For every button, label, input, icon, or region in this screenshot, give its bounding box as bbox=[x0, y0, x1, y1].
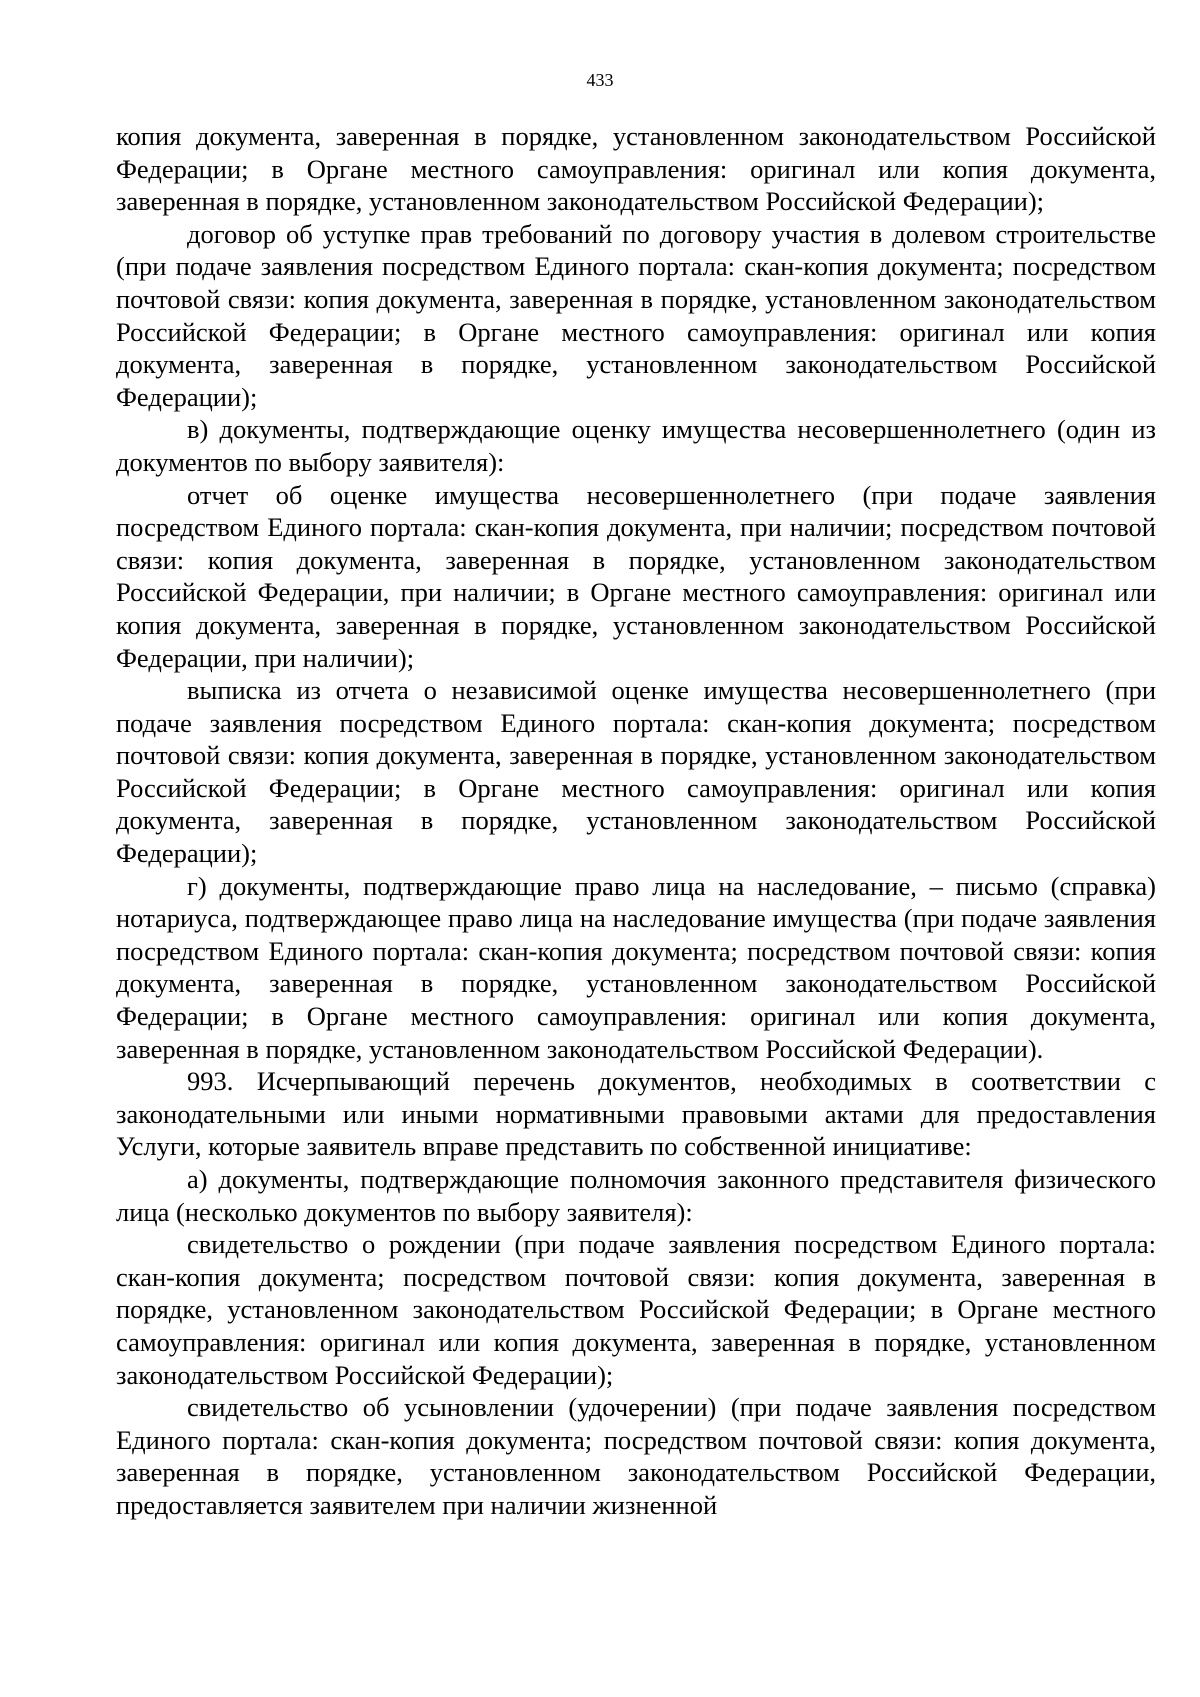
paragraph-2: договор об уступке прав требований по договору участия в долевом строительстве (при подаче заявления посредством Единого портала: скан-копия документа; посредством почтовой связи: копия документа, заверенная в порядке, установленном законодательством Российской Федерации; в Органе местного самоуправления: оригинал или копия документа, заверенная в порядке, установленном законодательством Российской Федерации); bbox=[116, 218, 1156, 412]
page-number: 433 bbox=[586, 70, 614, 90]
paragraph-5: выписка из отчета о независимой оценке имущества несовершеннолетнего (при подаче заявления посредством Единого портала: скан-копия документа; посредством почтовой связи: копия документа, заверенная в порядке, установленном законодательством Российской Федерации; в Органе местного самоуправления: оригинал или копия документа, заверенная в порядке, установленном законодательством Российской Федерации); bbox=[116, 675, 1156, 869]
paragraph-9: свидетельство о рождении (при подаче заявления посредством Единого портала: скан-копия документа; посредством почтовой связи: копия документа, заверенная в порядке, установленном законодательством Российской Федерации; в Органе местного самоуправления: оригинал или копия документа, заверенная в порядке, установленном законодательством Российской Федерации); bbox=[116, 1229, 1156, 1390]
document-body bbox=[116, 120, 1156, 1522]
paragraph-8: а) документы, подтверждающие полномочия законного представителя физического лица (несколько документов по выбору заявителя): bbox=[116, 1164, 1156, 1227]
paragraph-6: г) документы, подтверждающие право лица на наследование, – письмо (справка) нотариуса, подтверждающее право лица на наследование имущества (при подаче заявления посредством Единого портала: скан-копия документа; посредством почтовой связи: копия документа, заверенная в порядке, установленном законодательством Российской Федерации; в Органе местного самоуправления: оригинал или копия документа, заверенная в порядке, установленном законодательством Российской Федерации). bbox=[116, 870, 1156, 1064]
paragraph-4: отчет об оценке имущества несовершеннолетнего (при подаче заявления посредством Единого портала: скан-копия документа, при наличии; посредством почтовой связи: копия документа, заверенная в порядке, установленном законодательством Российской Федерации, при наличии; в Органе местного самоуправления: оригинал или копия документа, заверенная в порядке, установленном законодательством Российской Федерации, при наличии); bbox=[116, 479, 1156, 673]
paragraph-1: копия документа, заверенная в порядке, установленном законодательством Российской Федерации; в Органе местного самоуправления: оригинал или копия документа, заверенная в порядке, установленном законодательством Российской Федерации); bbox=[116, 121, 1156, 217]
paragraph-10: свидетельство об усыновлении (удочерении) (при подаче заявления посредством Единого портала: скан-копия документа; посредством почтовой связи: копия документа, заверенная в порядке, установленном законодательством Российской Федерации, предоставляется заявителем при наличии жизненной bbox=[116, 1392, 1156, 1520]
paragraph-3: в) документы, подтверждающие оценку имущества несовершеннолетнего (один из документов по выбору заявителя): bbox=[116, 414, 1156, 477]
paragraph-7: 993. Исчерпывающий перечень документов, необходимых в соответствии с законодательными или иными нормативными правовыми актами для предоставления Услуги, которые заявитель вправе представить по собственной инициативе: bbox=[116, 1066, 1156, 1162]
